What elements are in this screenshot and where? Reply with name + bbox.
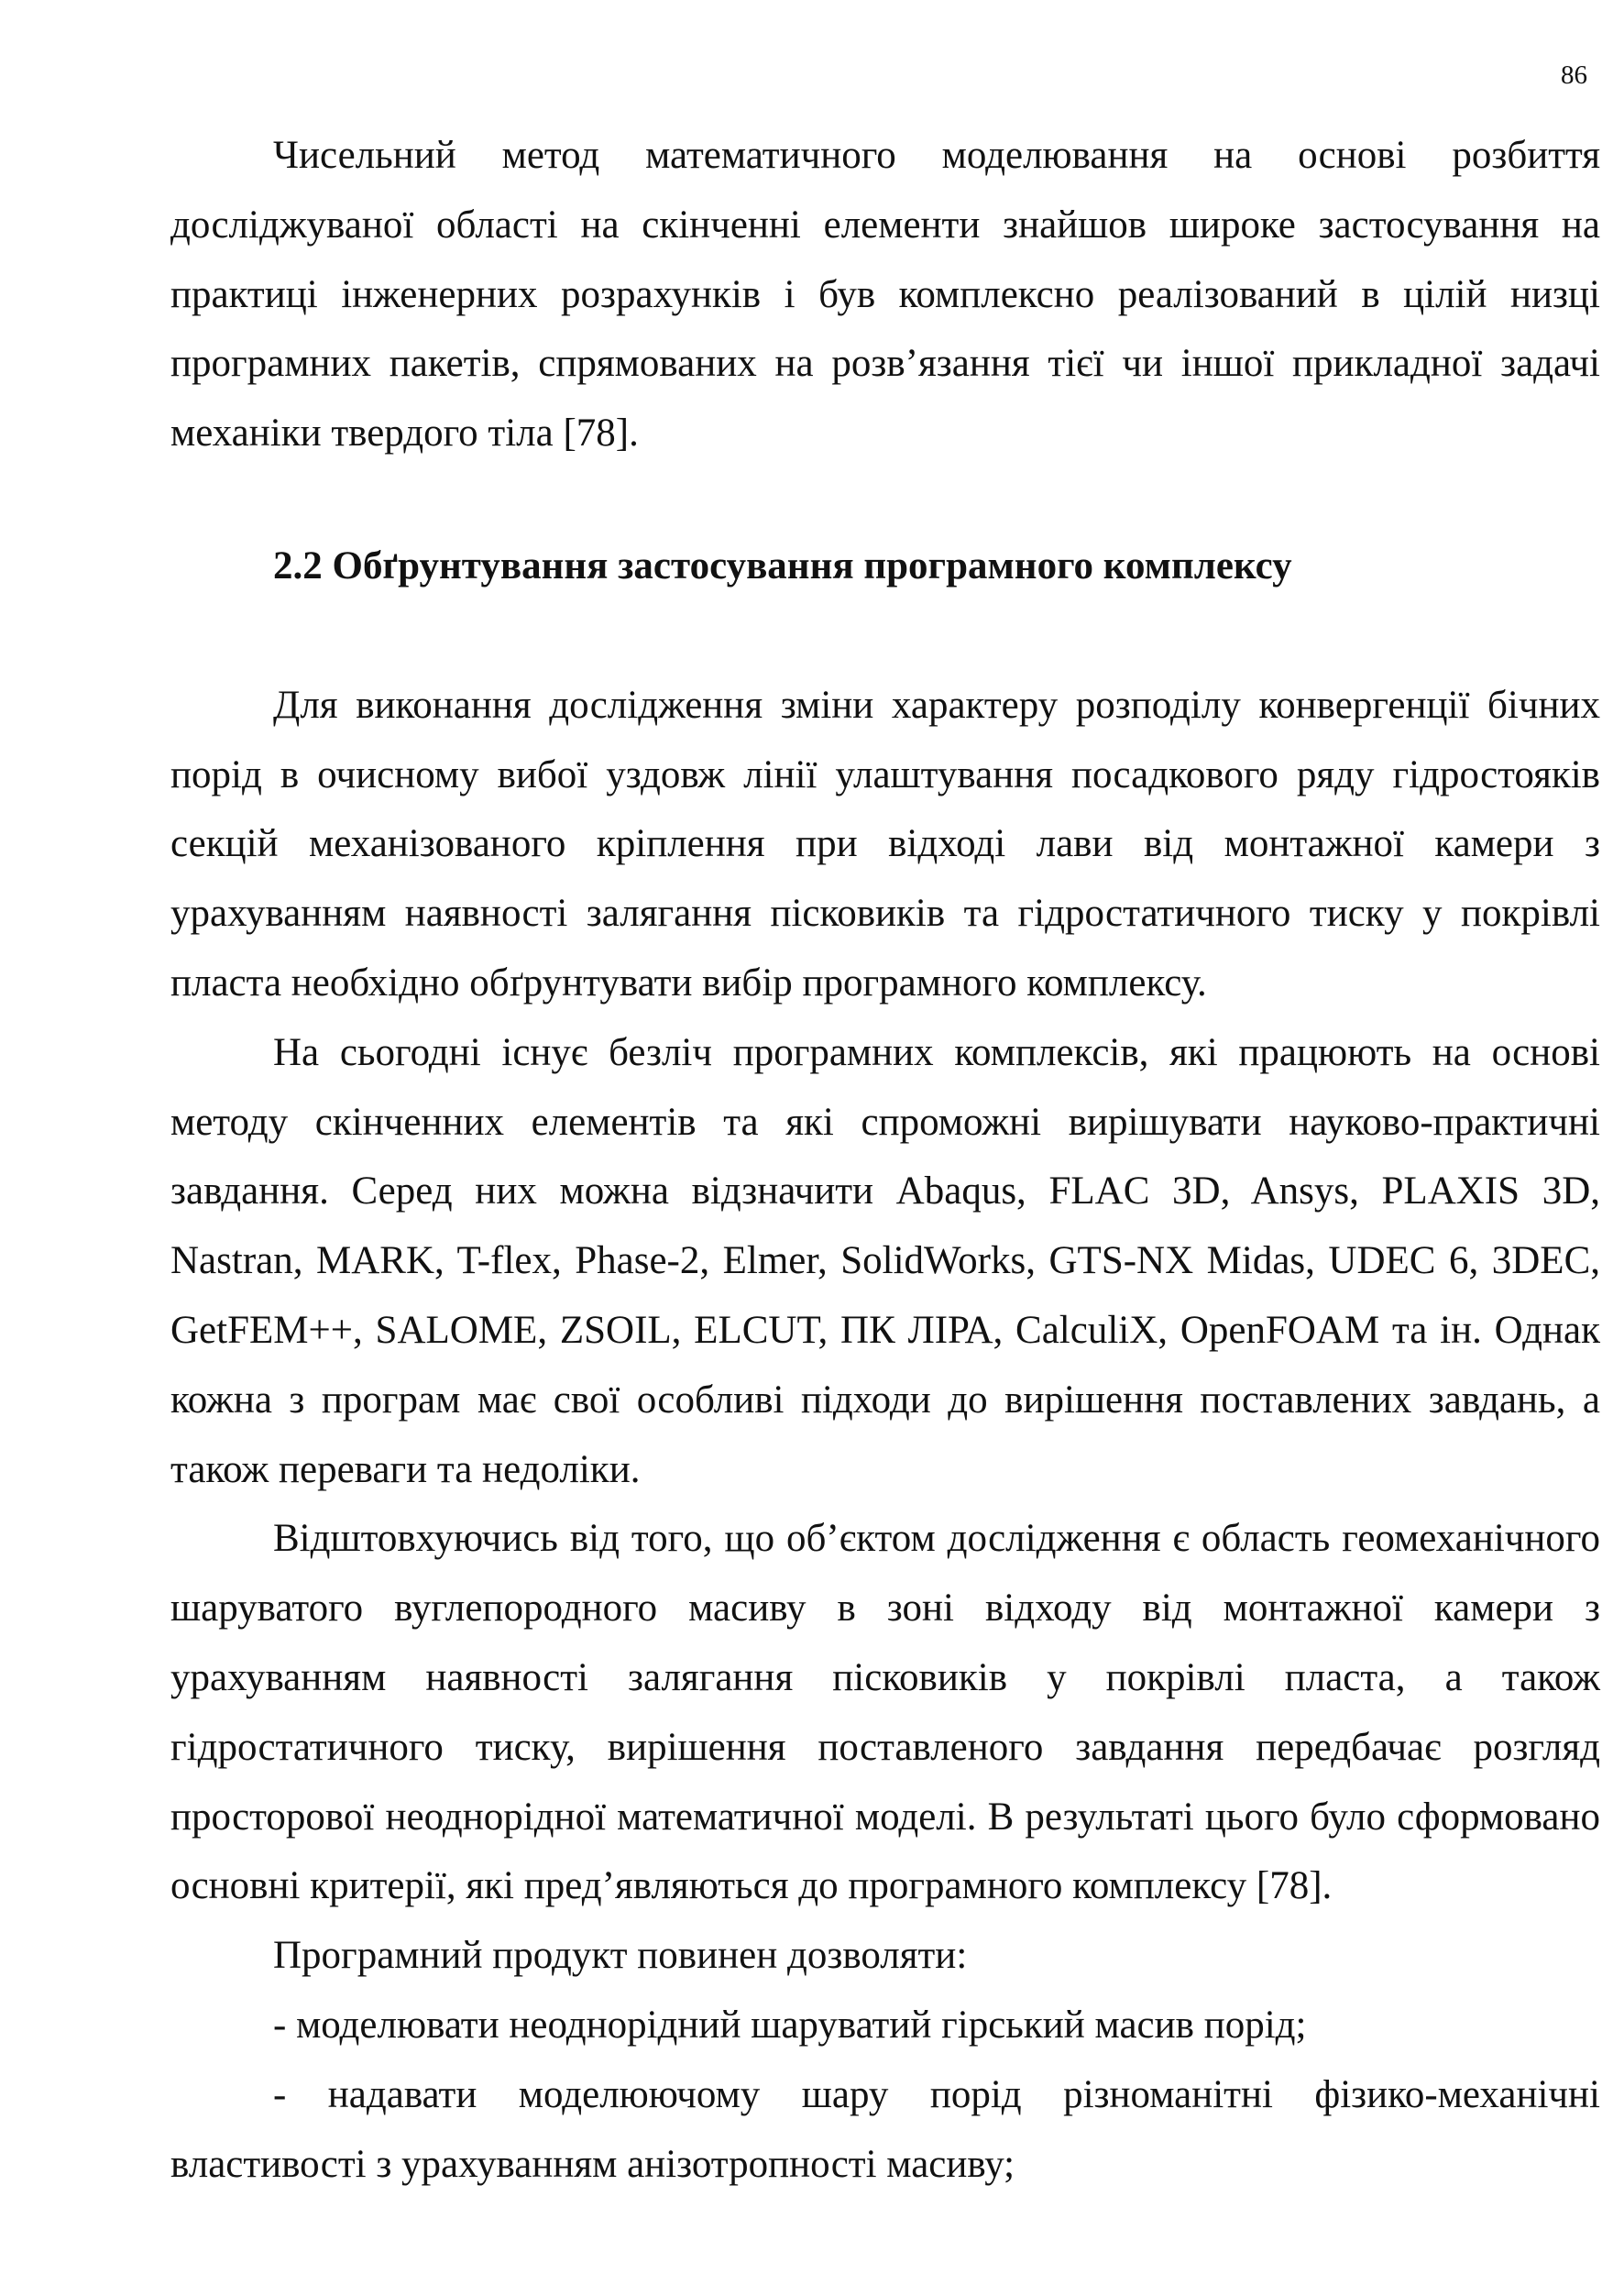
paragraph-research-goal: Для виконання дослідження зміни характеру розподілу конвергенції бічних порід в очисному вибої уздовж лінії улаштування посадкового ряду гідростояків секцій механізованого кріплення при відході лави від монтажної камери з урахуванням наявності залягання пісковиків та гідростатичного тиску у покрівлі пласта необхідно обґрунтувати вибір програмного комплексу. — [170, 683, 1600, 1005]
paragraph-intro: Чисельний метод математичного моделювання на основі розбиття досліджуваної області на скінченні елементи знайшов широке застосування на практиці інженерних розрахунків і був комплексно реалізований в цілій низці програмних пакетів, спрямованих на розв’язання тієї чи іншої прикладної задачі механіки твердого тіла [78]. — [170, 134, 1600, 456]
paragraph-software-list: На сьогодні існує безліч програмних комплексів, які працюють на основі методу скінченних елементів та які спроможні вирішувати науково-практичні завдання. Серед них можна відзначити Abaqus, FLAC 3D, Ansys, PLAXIS 3D, Nastran, MARK, T-flex, Phase-2, Elmer, SolidWorks, GTS-NX Midas, UDEC 6, 3DEC, GetFEM++, SALOME, ZSOIL, ELCUT, ПК ЛІРА, CalculiX, OpenFOAM та ін. Однак кожна з програм має свої особливі підходи до вирішення поставлених завдань, а також переваги та недоліки. — [170, 1030, 1600, 1491]
document-body — [170, 121, 1600, 2199]
paragraph-research-object: Відштовхуючись від того, що об’єктом дослідження є область геомеханічного шаруватого вуглепородного масиву в зоні відходу від монтажної камери з урахуванням наявності залягання пісковиків у покрівлі пласта, а також гідростатичного тиску, вирішення поставленого завдання передбачає розгляд просторової неоднорідної математичної моделі. В результаті цього було сформовано основні критерії, які пред’являються до програмного комплексу [78]. — [170, 1517, 1600, 1908]
list-item: - моделювати неоднорідний шаруватий гірський масив порід; — [273, 2003, 1307, 2047]
list-item: - надавати моделюючому шару порід різноманітні фізико-механічні властивості з урахуванням анізотропності масиву; — [170, 2072, 1600, 2186]
paragraph-requirements-intro: Програмний продукт повинен дозволяти: — [273, 1934, 968, 1978]
section-heading: 2.2 Обґрунтування застосування програмного комплексу — [273, 544, 1292, 587]
page-number: 86 — [1561, 60, 1587, 90]
